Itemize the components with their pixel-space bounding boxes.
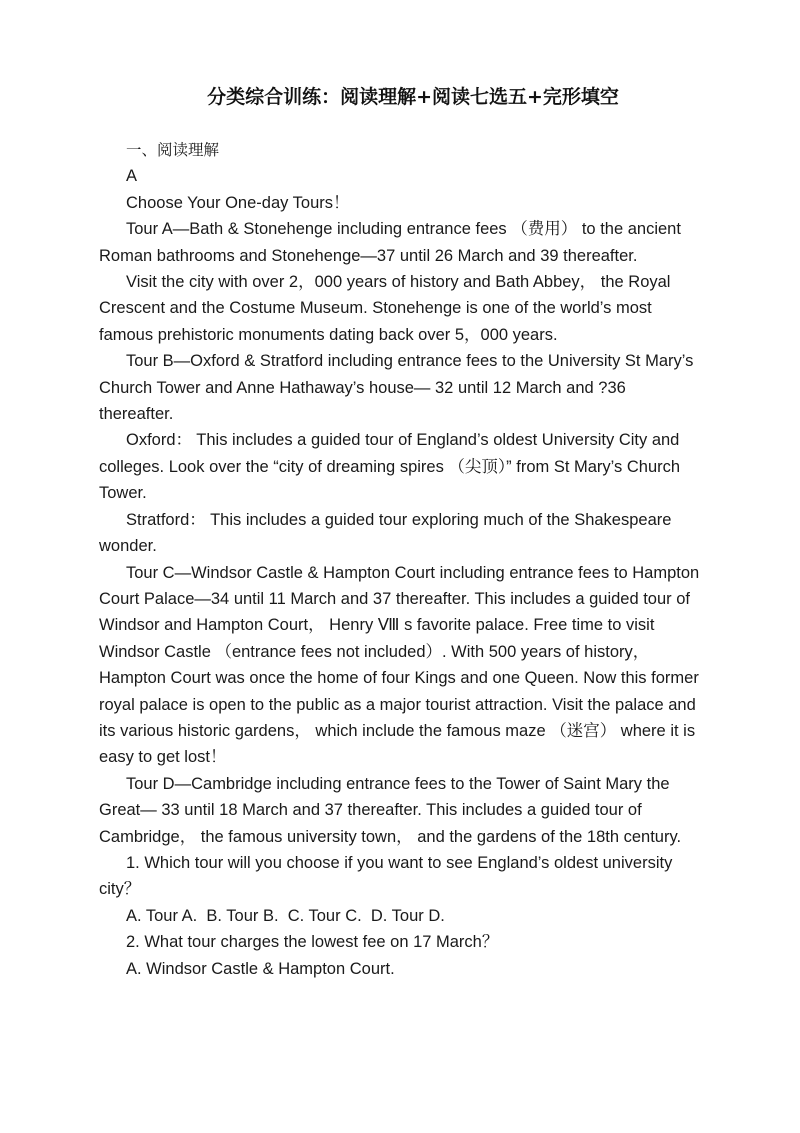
question-2: 2. What tour charges the lowest fee on 17 March？ (126, 933, 499, 952)
section-heading: 一、阅读理解 (126, 141, 220, 159)
tour-a-details: Visit the city with over 2，000 years of history and Bath Abbey， the Royal Crescent and the Costume Museum. Stonehenge is one of the world’s most famous prehistoric monuments dating back over 5，000 years. (99, 273, 671, 344)
tour-b-description: Tour B—Oxford & Stratford including entrance fees to the University St Mary’s Church Tower and Anne Hathaway’s house— 32 until 12 March and ?36 thereafter. (99, 352, 694, 424)
reading-passage (99, 137, 704, 982)
passage-headline: Choose Your One-day Tours！ (126, 193, 350, 212)
question-2-option-a: A. Windsor Castle & Hampton Court. (126, 959, 395, 978)
tour-c-description: Tour C—Windsor Castle & Hampton Court including entrance fees to Hampton Court Palace—34 until 11 March and 37 thereafter. This includes a guided tour of Windsor and Hampton Court， Henry Ⅷ s favorite palace. Free time to visit Windsor Castle （entrance fees not included）. With 500 years of history， Hampton Court was once the home of four Kings and one Queen. Now this former royal palace is open to the public as a major tourist attraction. Visit the palace and its various historic gardens， which include the famous maze （迷宫） where it is easy to get lost！ (99, 563, 700, 767)
passage-label: A (126, 167, 138, 186)
tour-a-description: Tour A—Bath & Stonehenge including entrance fees （费用） to the ancient Roman bathrooms and Stonehenge—37 until 26 March and 39 thereafter. (99, 220, 681, 265)
question-1-options: A. Tour A. B. Tour B. C. Tour C. D. Tour D. (126, 906, 445, 925)
document-title: 分类综合训练：阅读理解+阅读七选五+完形填空 (207, 86, 619, 108)
tour-d-description: Tour D—Cambridge including entrance fees to the Tower of Saint Mary the Great— 33 until 18 March and 37 thereafter. This includes a guided tour of Cambridge， the famous university town， and the gardens of the 18th century. (99, 774, 682, 846)
tour-b-oxford: Oxford： This includes a guided tour of England’s oldest University City and colleges. Look over the “city of dreaming spires （尖顶）” from St Mary’s Church Tower. (99, 431, 681, 503)
tour-b-stratford: Stratford： This includes a guided tour exploring much of the Shakespeare wonder. (99, 510, 672, 556)
question-1: 1. Which tour will you choose if you want to see England’s oldest university city？ (99, 853, 673, 899)
